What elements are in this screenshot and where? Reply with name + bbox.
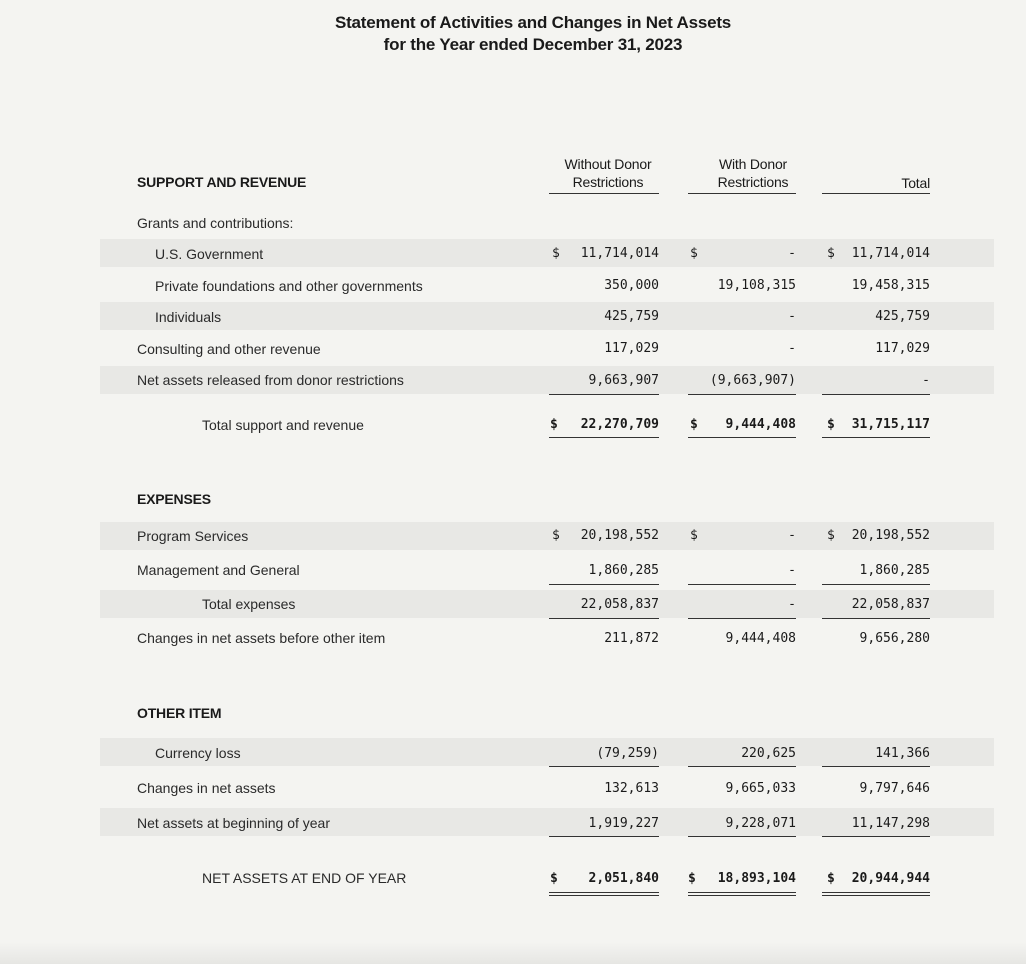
- beginning-of-year-total: 11,147,298: [851, 816, 930, 831]
- beginning-of-year-with: 9,228,071: [725, 816, 796, 831]
- released-without: 9,663,907: [588, 373, 659, 388]
- subtotal-underline: [822, 766, 930, 767]
- row-label-consulting: Consulting and other revenue: [137, 341, 321, 357]
- currency-loss-without: (79,259): [596, 746, 659, 761]
- double-underline: [688, 892, 796, 896]
- subtotal-underline: [549, 618, 659, 619]
- individuals-total: 425,759: [875, 309, 930, 324]
- column-header-line: Restrictions: [572, 174, 644, 190]
- subtotal-underline: [822, 394, 930, 395]
- us-government-with: -: [788, 246, 796, 261]
- individuals-without: 425,759: [604, 309, 659, 324]
- total-underline: [822, 437, 930, 438]
- row-label-program-services: Program Services: [137, 528, 249, 544]
- dollar-sign: $: [690, 417, 698, 432]
- net-assets-end-without: 2,051,840: [588, 871, 659, 886]
- dollar-sign: $: [690, 528, 698, 543]
- column-header-with-donor: [688, 155, 818, 191]
- individuals-with: -: [788, 309, 796, 324]
- header-underline: [688, 193, 796, 194]
- changes-before-without: 211,872: [604, 631, 659, 646]
- page-bottom-edge: [0, 942, 1026, 964]
- total-support-with: 9,444,408: [725, 417, 796, 432]
- released-with: (9,663,907): [709, 373, 796, 388]
- subtotal-underline: [549, 394, 659, 395]
- statement-title: Statement of Activities and Changes in Net Assets: [334, 13, 732, 32]
- management-general-without: 1,860,285: [588, 563, 659, 578]
- statement-subtitle: for the Year ended December 31, 2023: [383, 35, 683, 54]
- subtotal-underline: [688, 618, 796, 619]
- changes-net-assets-without: 132,613: [604, 781, 659, 796]
- total-support-without: 22,270,709: [580, 417, 659, 432]
- total-underline: [688, 437, 796, 438]
- dollar-sign: $: [827, 246, 835, 261]
- double-underline: [549, 892, 659, 896]
- dollar-sign: $: [550, 871, 558, 886]
- header-underline: [822, 193, 930, 194]
- consulting-without: 117,029: [604, 341, 659, 356]
- total-expenses-without: 22,058,837: [580, 597, 659, 612]
- consulting-with: -: [788, 341, 796, 356]
- header-underline: [549, 193, 659, 194]
- subtotal-underline: [688, 394, 796, 395]
- row-label-total-support: Total support and revenue: [202, 417, 364, 433]
- dollar-sign: $: [552, 528, 560, 543]
- subtotal-underline: [549, 766, 659, 767]
- net-assets-end-with: 18,893,104: [717, 871, 796, 886]
- us-government-total: 11,714,014: [851, 246, 930, 261]
- column-header-line: Without Donor: [564, 156, 652, 172]
- subtotal-underline: [549, 584, 659, 585]
- row-label-changes-before-other: Changes in net assets before other item: [137, 630, 386, 646]
- beginning-of-year-without: 1,919,227: [588, 816, 659, 831]
- row-label-us-government: U.S. Government: [155, 246, 264, 262]
- program-services-without: 20,198,552: [580, 528, 659, 543]
- subtotal-underline: [822, 836, 930, 837]
- dollar-sign: $: [688, 871, 696, 886]
- column-header-line: Restrictions: [717, 174, 789, 190]
- currency-loss-total: 141,366: [875, 746, 930, 761]
- row-label-currency-loss: Currency loss: [155, 745, 241, 761]
- row-label-management-general: Management and General: [137, 562, 300, 578]
- section-support-revenue: SUPPORT AND REVENUE: [137, 174, 307, 190]
- subtotal-underline: [688, 766, 796, 767]
- program-services-with: -: [788, 528, 796, 543]
- total-expenses-with: -: [788, 597, 796, 612]
- subtotal-underline: [688, 584, 796, 585]
- subtotal-underline: [822, 618, 930, 619]
- total-underline: [549, 437, 659, 438]
- dollar-sign: $: [827, 417, 835, 432]
- changes-before-total: 9,656,280: [859, 631, 930, 646]
- released-total: -: [922, 373, 930, 388]
- private-foundations-without: 350,000: [604, 278, 659, 293]
- row-label-released: Net assets released from donor restrictions: [137, 372, 404, 388]
- dollar-sign: $: [827, 528, 835, 543]
- grants-header: Grants and contributions:: [137, 215, 294, 231]
- total-expenses-total: 22,058,837: [851, 597, 930, 612]
- row-label-net-assets-end: NET ASSETS AT END OF YEAR: [202, 870, 407, 886]
- row-label-private-foundations: Private foundations and other governments: [155, 278, 423, 294]
- private-foundations-total: 19,458,315: [851, 278, 930, 293]
- total-support-total: 31,715,117: [851, 417, 930, 432]
- column-header-total: Total: [901, 175, 930, 191]
- currency-loss-with: 220,625: [741, 746, 796, 761]
- section-expenses: EXPENSES: [137, 491, 211, 507]
- dollar-sign: $: [827, 871, 835, 886]
- subtotal-underline: [688, 836, 796, 837]
- management-general-total: 1,860,285: [859, 563, 930, 578]
- dollar-sign: $: [552, 246, 560, 261]
- changes-net-assets-with: 9,665,033: [725, 781, 796, 796]
- us-government-without: 11,714,014: [580, 246, 659, 261]
- management-general-with: -: [788, 563, 796, 578]
- row-label-beginning-of-year: Net assets at beginning of year: [137, 815, 331, 831]
- subtotal-underline: [549, 836, 659, 837]
- column-header-without-donor: [540, 155, 676, 191]
- changes-net-assets-total: 9,797,646: [859, 781, 930, 796]
- changes-before-with: 9,444,408: [725, 631, 796, 646]
- consulting-total: 117,029: [875, 341, 930, 356]
- row-label-changes-net-assets: Changes in net assets: [137, 780, 276, 796]
- row-label-total-expenses: Total expenses: [202, 596, 296, 612]
- subtotal-underline: [822, 584, 930, 585]
- column-header-line: With Donor: [718, 156, 788, 172]
- dollar-sign: $: [690, 246, 698, 261]
- dollar-sign: $: [550, 417, 558, 432]
- double-underline: [822, 892, 930, 896]
- program-services-total: 20,198,552: [851, 528, 930, 543]
- net-assets-end-total: 20,944,944: [851, 871, 930, 886]
- private-foundations-with: 19,108,315: [717, 278, 796, 293]
- row-label-individuals: Individuals: [155, 309, 222, 325]
- section-other-item: OTHER ITEM: [137, 705, 222, 721]
